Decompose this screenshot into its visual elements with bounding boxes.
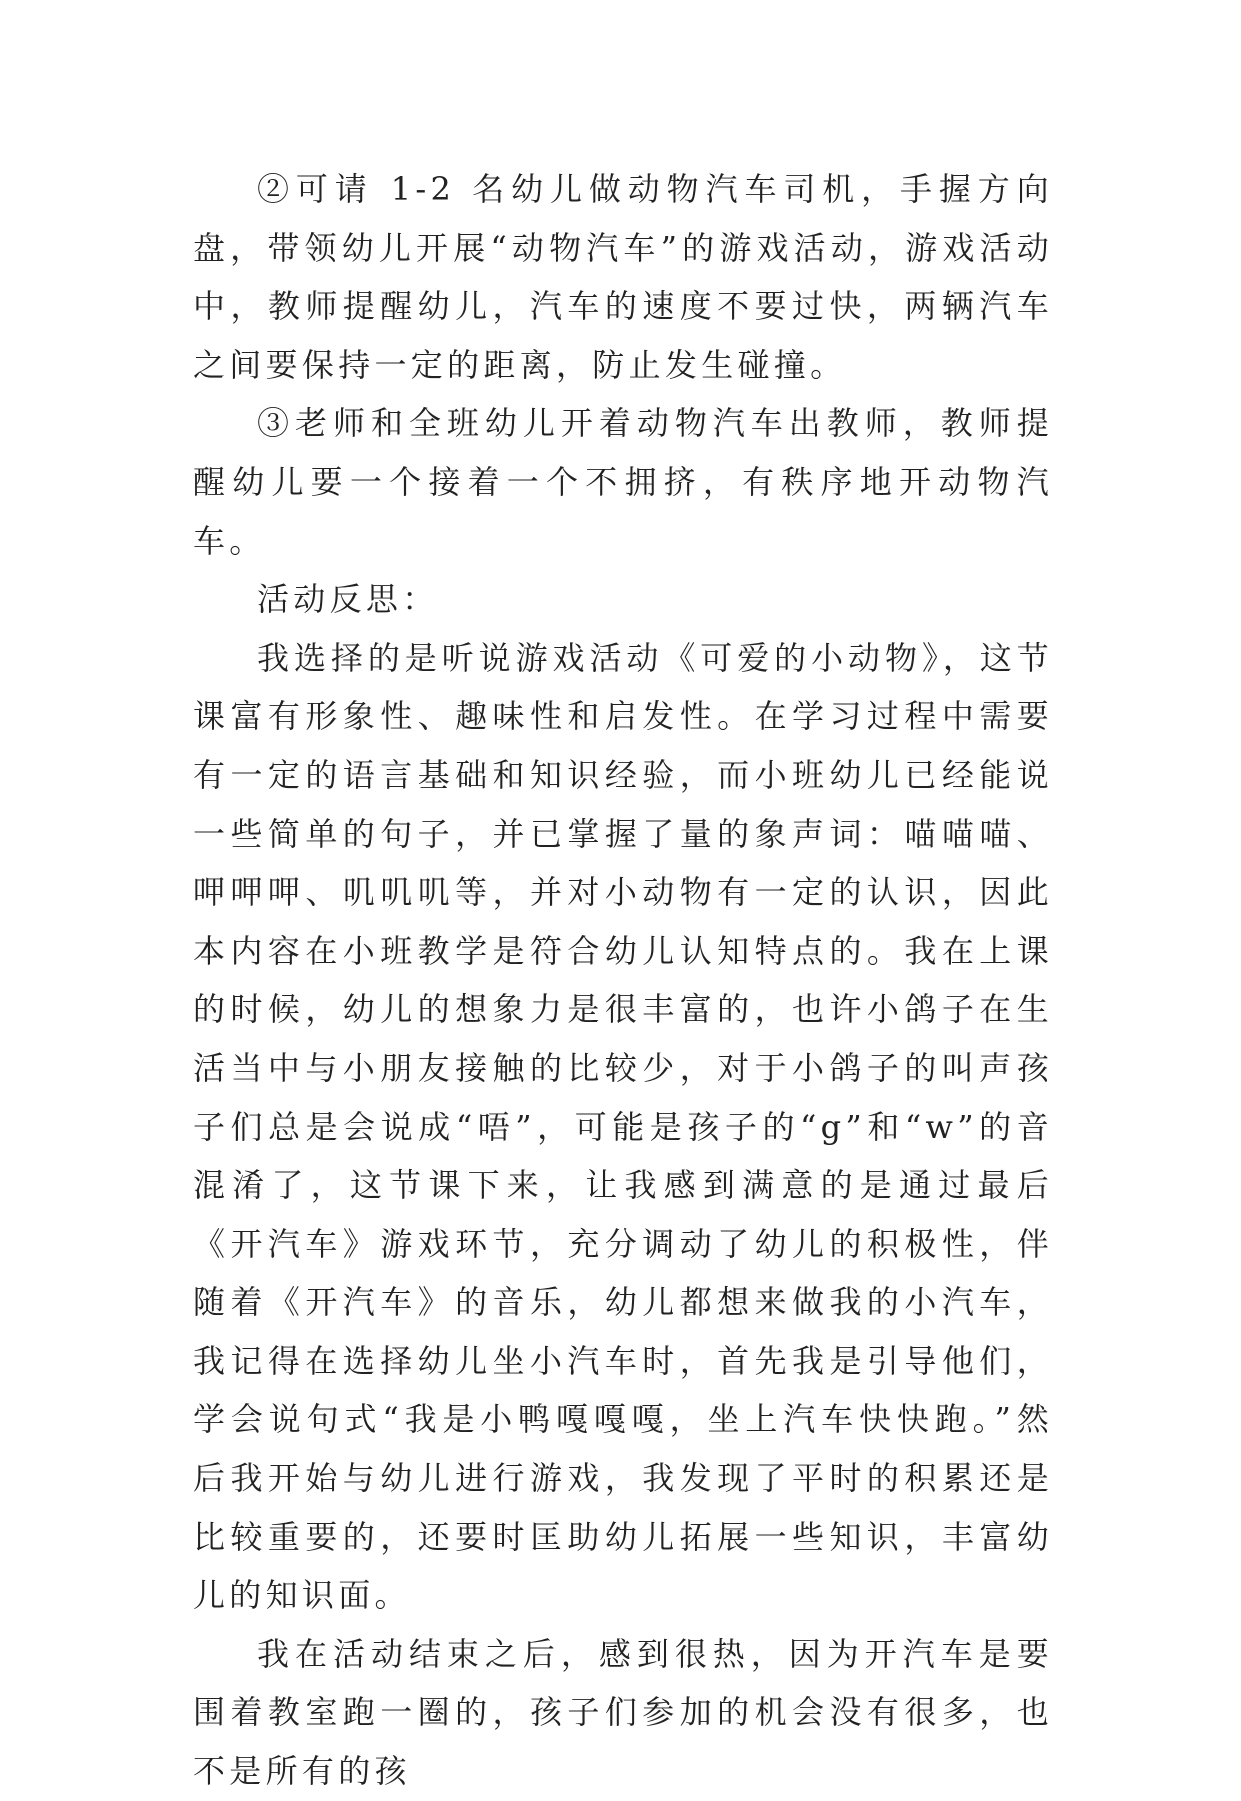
paragraph-reflection-heading: 活动反思： bbox=[257, 580, 439, 619]
paragraph-activity-step-2: ②可请 1-2 名幼儿做动物汽车司机，手握方向盘，带领幼儿开展“动物汽车”的游戏活动，游戏活动中，教师提醒幼儿，汽车的速度不要过快，两辆汽车之间要保持一定的距离，防止发生碰撞。 bbox=[193, 170, 1053, 384]
paragraph-activity-step-3: ③老师和全班幼儿开着动物汽车出教师，教师提醒幼儿要一个接着一个不拥挤，有秩序地开动物汽车。 bbox=[193, 404, 1053, 560]
document-body bbox=[193, 160, 1053, 1801]
paragraph-reflection-continued: 我在活动结束之后，感到很热，因为开汽车是要围着教室跑一圈的，孩子们参加的机会没有很多，也不是所有的孩 bbox=[193, 1634, 1053, 1791]
paragraph-reflection-body: 我选择的是听说游戏活动《可爱的小动物》，这节课富有形象性、趣味性和启发性。在学习过程中需要有一定的语言基础和知识经验，而小班幼儿已经能说一些简单的句子，并已掌握了量的象声词：喵喵喵、呷呷呷、叽叽叽等，并对小动物有一定的认识，因此本内容在小班教学是符合幼儿认知特点的。我在上课的时候，幼儿的想象力是很丰富的，也许小鸽子在生活当中与小朋友接触的比较少，对于小鸽子的叫声孩子们总是会说成“唔”，可能是孩子的“g”和“w”的音混淆了，这节课下来，让我感到满意的是通过最后《开汽车》游戏环节，充分调动了幼儿的积极性，伴随着《开汽车》的音乐，幼儿都想来做我的小汽车，我记得在选择幼儿坐小汽车时，首先我是引导他们，学会说句式“我是小鸭嘎嘎嘎，坐上汽车快快跑。”然后我开始与幼儿进行游戏，我发现了平时的积累还是比较重要的，还要时匡助幼儿拓展一些知识，丰富幼儿的知识面。 bbox=[193, 638, 1053, 1615]
